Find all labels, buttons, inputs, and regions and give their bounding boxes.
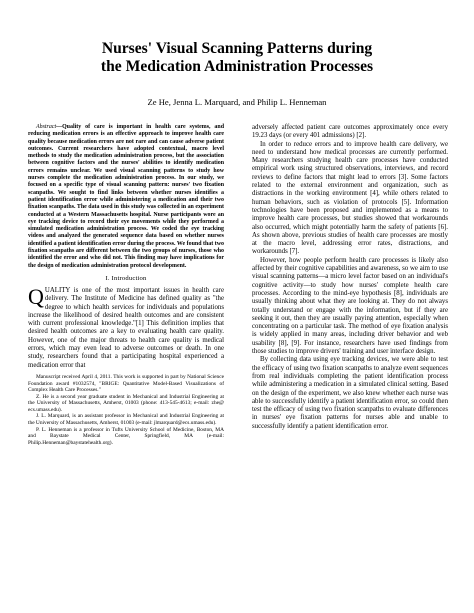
intro-paragraph-wrap	[28, 283, 224, 370]
paper-title	[0, 40, 474, 75]
footnote-author-marquard: J. L. Marquard, is an assistant professor in Mechanical and Industrial Engineering at the University of Massachusetts, Amherst, 01003 (e-mail: jlmarquard@ecs.umass.edu).	[28, 413, 224, 427]
title-line-1: Nurses' Visual Scanning Patterns during	[101, 40, 373, 57]
right-column	[252, 124, 448, 431]
body-paragraph-4: By collecting data using eye tracking devices, we were able to test the efficacy of using two fixation scanpaths to analyze event sequences from real individuals completing the patient identification process while administering a medication in a simulated clinical setting. Based on the design of the experiment, we also knew whether each nurse was able to successfully identify a patient identification error, so could then test the efficacy of using two fixation scanpaths to evaluate differences in nurses' eye fixation patterns for nurses able and unable to successfully identify a patient identification error.	[252, 356, 448, 430]
abstract-body: —Quality of care is important in health care systems, and reducing medication errors is an effective approach to improve health care quality because medication errors are not rare and can cause adverse patient outcomes. Current researchers have adopted contextual, macro level methods to study the medication administration process, but the association between cognitive factors and the nurses' abilities to identify medication errors remains unclear. We used visual scanning patterns to study how nurses complete the medication administration process. In our study, we focused on a specific type of visual scanning pattern: nurses' two fixation scanpaths. We sought to find links between whether nurses identifies a patient identification error while administering a medication and their two fixation scanpaths. The data used in this study was collected in an experiment conducted at a Western Massachusetts hospital. Nurse participants wore an eye tracking device to record their eye movements while they performed a simulated medication administration process. We coded the eye tracking videos and analyzed the generated sequence data based on whether nurses identified a patient identification error during the process. We found that two fixation scanpaths are different between the two groups of nurses, those who identified the error and who did not. This finding may have implications for the design of medication administration protocol development.	[28, 124, 225, 269]
footnote-manuscript: Manuscript received April 4, 2011. This work is supported in part by National Science Foundation award #1032574, "BRIGE: Quantitative Model-Based Visualizations of Complex Health Care Processes."	[28, 373, 224, 394]
intro-paragraph-1: UALITY is one of the most important issues in health care delivery. The Institute of Medicine has defined quality as "the degree to which health services for individuals and populations increase the likelihood of desired health outcomes and are consistent with current professional knowledge."[1] This definition implies that desired health outcomes are a key to evaluating health care quality. However, one of the major threats to health care quality is medical errors, which may even lead to adverse outcomes or death. In one study, researchers found that a participating hospital experienced a medication error that	[28, 286, 224, 369]
drop-cap: Q	[28, 283, 44, 309]
abstract-lead: Abstract	[36, 124, 57, 130]
section-heading-introduction: I. Introduction	[105, 274, 147, 282]
footnotes	[28, 374, 224, 447]
footnote-author-he: Z. He is a second year graduate student in Mechanical and Industrial Engineering at the University of Massachusetts, Amherst, 01003 (phone: 413-545-4613; e-mail: zhe@ ecs.umass.edu).	[28, 393, 224, 413]
title-line-2: the Medication Administration Processes	[100, 57, 374, 75]
author-list: Ze He, Jenna L. Marquard, and Philip L. Henneman	[147, 97, 327, 107]
abstract	[28, 124, 224, 270]
footnote-author-henneman: P. L. Henneman is a professor in Tufts University School of Medicine, Boston, MA and Baystate Medical Center, Springfield, MA (e-mail: Philip.Henneman@baystatehealth.org).	[28, 426, 224, 446]
body-paragraph-continued: adversely affected patient care outcomes approximately once every 19.23 days (or every 401 admissions) [2].	[252, 124, 448, 140]
body-paragraph-2: In order to reduce errors and to improve health care delivery, we need to understand how medical processes are currently performed. Many researchers studying health care processes have conducted empirical work using structured observations, interviews, and record reviews to define factors that might lead to errors [3]. Some factors related to the external environment and organization, such as distractions in the working environment [4], while others related to human behaviors, such as violation of protocols [5]. Information technologies have been proposed and implemented as a means to improve health care processes, but studies showed that workarounds also occurred, which might potentially harm the safety of patients [6]. As shown above, previous studies of health care processes are mostly at the macro level, addressing error rates, distractions, and workarounds [7].	[252, 140, 448, 256]
left-column	[28, 124, 224, 446]
body-paragraph-3: However, how people perform health care processes is likely also affected by their cognitive capabilities and awareness, so we aim to use visual scanning patterns—a micro level factor based on an individual's cognitive activity—to study how nurses' complete health care processes. According to the mind-eye hypothesis [8], individuals are usually thinking about what they are looking at. They do not always totally understand or engage with the information, but if they are seeking it out, then they are usually paying attention, especially when concentrating on a particular task. The method of eye fixation analysis is widely applied in many areas, including driver behavior and web usability [8], [9]. For instance, researchers have used findings from those studies to improve drivers' training and user interface design.	[252, 256, 448, 356]
